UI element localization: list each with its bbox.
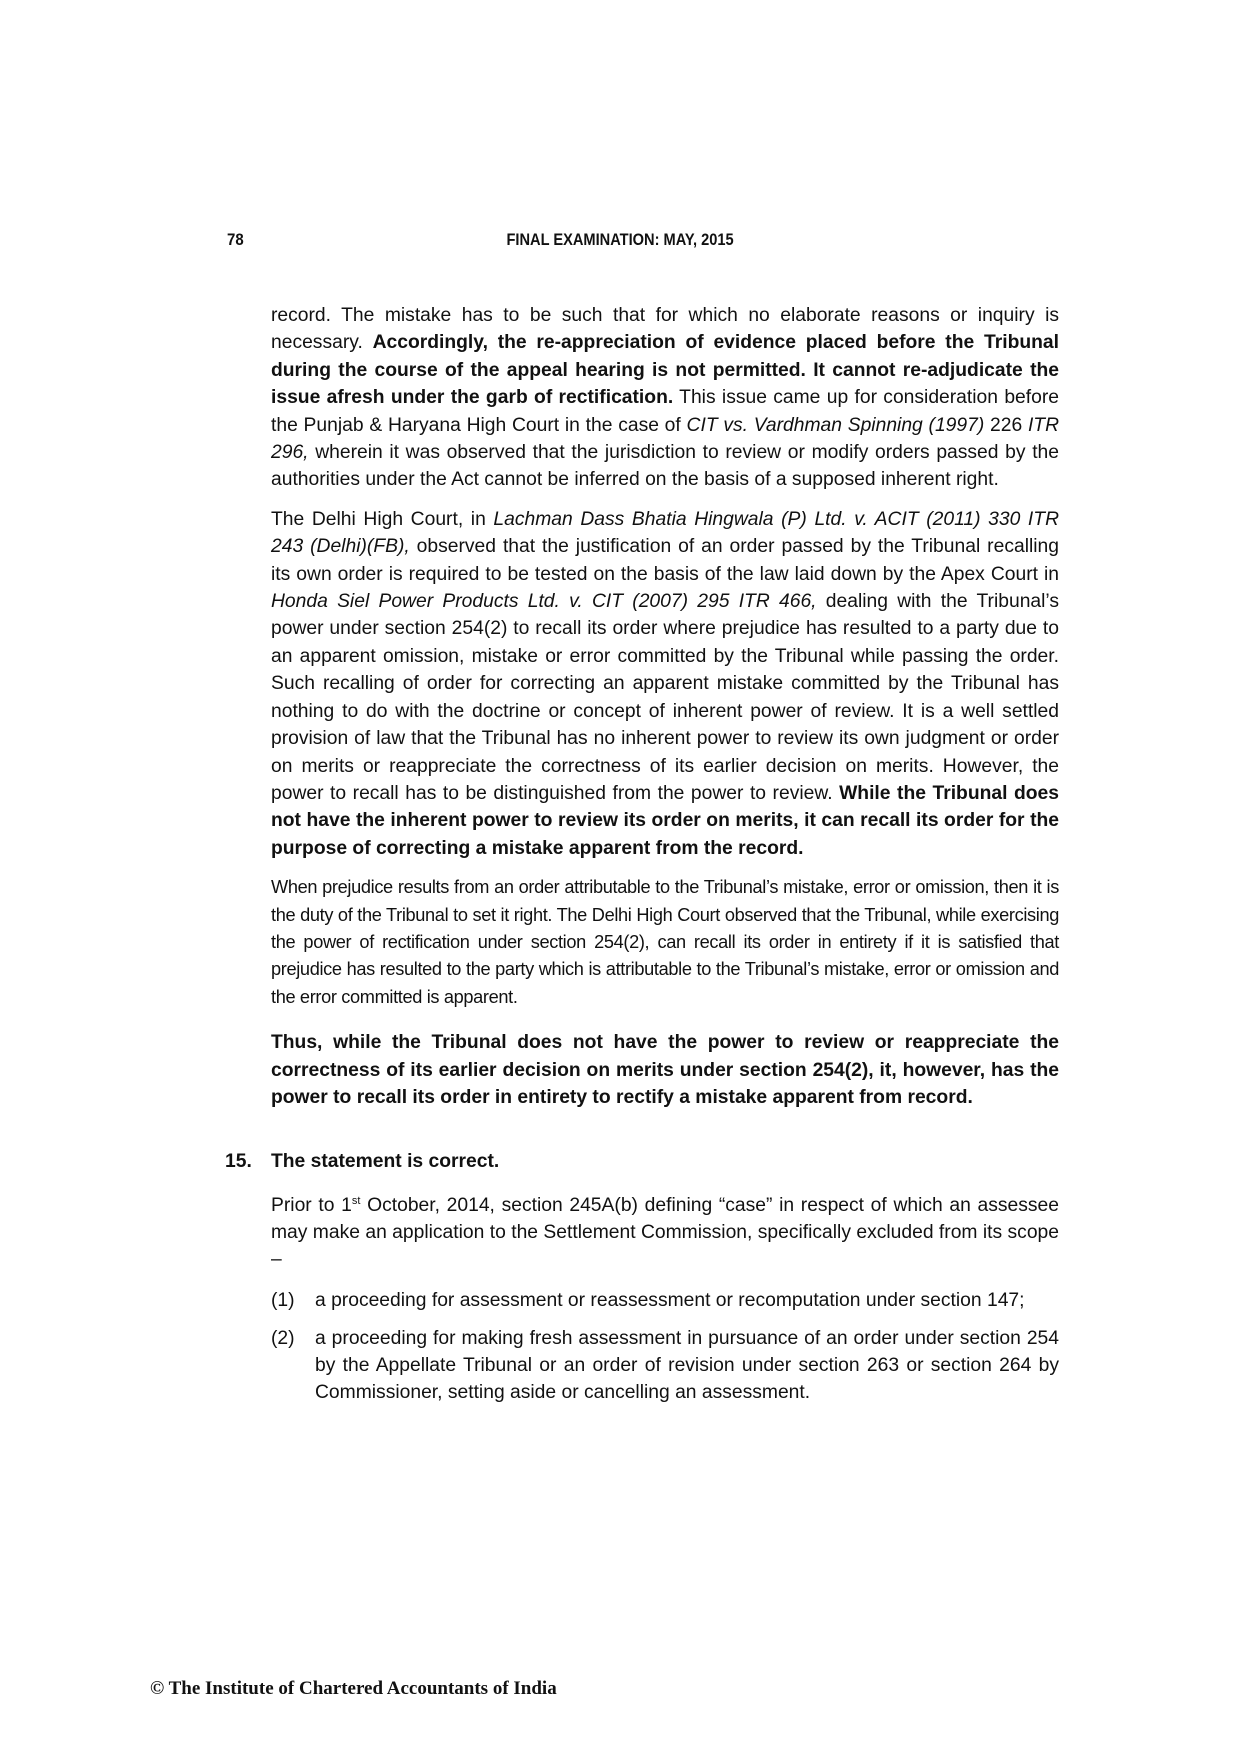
paragraph-conclusion: Thus, while the Tribunal does not have the power to review or reappreciate the correctness of its earlier decision on merits under section 254(2), it, however, has the power to recall its order in entirety to rectify a mistake apparent from record.: [271, 1032, 1059, 1108]
list-item-number: (1): [271, 1290, 295, 1311]
text: This issue came up for consideration before the Punjab & Haryana High Court in the case of: [271, 387, 1059, 436]
text: record. The mistake has to be such that for which no elaborate reasons or inquiry is necessary.: [271, 305, 1059, 354]
question-number: 15.: [225, 1151, 252, 1172]
text: observed that the justification of an order passed by the Tribunal recalling its own order is required to be tested on the basis of the law laid down by the Apex Court in: [271, 536, 1059, 585]
text: dealing with the Tribunal’s power under section 254(2) to recall its order where prejudice has resulted to a party due to an apparent omission, mistake or error committed by the Tribunal while passing the order. Such recalling of order for correcting an apparent mistake committed by the Tribunal has nothing to do with the doctrine or concept of inherent power of review. It is a well settled provision of law that the Tribunal has no inherent power to review its own judgment or order on merits or reappreciate the correctness of its earlier decision on merits. However, the power to recall has to be distinguished from the power to review.: [271, 591, 1059, 804]
paragraph-settlement-commission: [271, 1192, 1059, 1273]
paragraph-rectification-scope: [271, 302, 1059, 494]
case-citation: ITR 296,: [271, 414, 1060, 464]
page-number: 78: [227, 230, 244, 249]
paragraph-delhi-high-court: [271, 506, 1059, 862]
case-citation: Honda Siel Power Products Ltd. v. CIT (2007) 295 ITR 466,: [271, 591, 817, 613]
text: The Delhi High Court, in: [271, 508, 494, 530]
text: October, 2014, section 245A(b) defining “case” in respect of which an assessee may make an application to the Settlement Commission, specifically excluded from its scope –: [271, 1195, 1059, 1270]
answer-body: [271, 302, 1059, 1123]
list-item-text: a proceeding for making fresh assessment in pursuance of an order under section 254 by the Appellate Tribunal or an order of revision under section 263 or section 264 by Commissioner, setting aside or cancelling an assessment.: [315, 1328, 1059, 1403]
list-item: [271, 1325, 1059, 1406]
question-verdict: The statement is correct.: [271, 1151, 500, 1172]
list-item-text: a proceeding for assessment or reassessment or recomputation under section 147;: [315, 1290, 1025, 1311]
copyright-footer: © The Institute of Chartered Accountants of India: [150, 1678, 557, 1699]
bold-text: Accordingly, the re-appreciation of evidence placed before the Tribunal during the course of the appeal hearing is not permitted. It cannot re-adjudicate the issue afresh under the garb of rectification.: [271, 332, 1059, 409]
list-item: [271, 1287, 1059, 1314]
superscript: st: [351, 1195, 361, 1207]
case-citation: Lachman Dass Bhatia Hingwala (P) Ltd. v. ACIT (2011) 330 ITR 243 (Delhi)(FB),: [271, 508, 1059, 558]
running-header: [0, 230, 1241, 250]
bold-text: While the Tribunal does not have the inherent power to review its order on merits, it can recall its order for the purpose of correcting a mistake apparent from the record.: [271, 782, 1059, 859]
text: Prior to 1: [271, 1195, 352, 1216]
text: 226: [984, 414, 1028, 436]
question-15-body: [271, 1192, 1059, 1273]
list-item-number: (2): [271, 1328, 295, 1349]
text: wherein it was observed that the jurisdiction to review or modify orders passed by the authorities under the Act cannot be inferred on the basis of a supposed inherent right.: [271, 442, 1059, 491]
running-title: FINAL EXAMINATION: MAY, 2015: [506, 230, 735, 249]
paragraph-prejudice: When prejudice results from an order attributable to the Tribunal’s mistake, error or omission, then it is the duty of the Tribunal to set it right. The Delhi High Court observed that the Tribunal, while exercising the power of rectification under section 254(2), can recall its order in entirety if it is satisfied that prejudice has resulted to the party which is attributable to the Tribunal’s mistake, error or omission and the error committed is apparent.: [271, 877, 1059, 1007]
case-citation: CIT vs. Vardhman Spinning (1997): [686, 414, 985, 436]
